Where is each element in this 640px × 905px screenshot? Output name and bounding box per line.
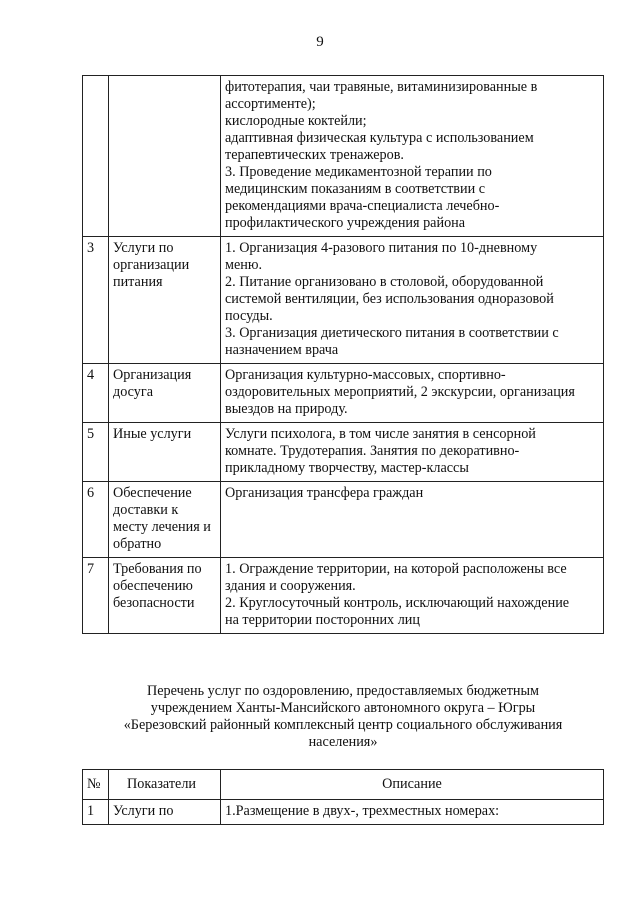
heading-line: учреждением Ханты-Мансийского автономного округа – Югры	[150, 700, 536, 716]
row-number: 7	[83, 558, 109, 634]
row-label	[109, 237, 221, 364]
row-label-line: обратно	[113, 536, 162, 552]
row-description-line: на территории посторонних лиц	[225, 612, 420, 628]
row-label-line: организации	[113, 257, 190, 273]
table-header-row	[83, 770, 604, 800]
row-description-line: Организация трансфера граждан	[225, 485, 424, 501]
row-label-line: Требования по	[113, 561, 202, 577]
table-row	[83, 237, 604, 364]
row-description-line: посуды.	[225, 308, 273, 324]
row-label	[109, 76, 221, 237]
row-description-line: терапевтических тренажеров.	[225, 147, 404, 163]
heading-line: Перечень услуг по оздоровлению, предоставляемых бюджетным	[146, 683, 540, 699]
row-description	[221, 423, 604, 482]
row-label-line: Обеспечение	[113, 485, 192, 501]
heading-line: «Березовский районный комплексный центр социального обслуживания	[123, 717, 563, 733]
table-row	[83, 76, 604, 237]
table-row	[83, 423, 604, 482]
row-number: 4	[83, 364, 109, 423]
row-description	[221, 237, 604, 364]
row-description-line: профилактического учреждения района	[225, 215, 466, 231]
row-number: 5	[83, 423, 109, 482]
row-number: 3	[83, 237, 109, 364]
row-description-line: 2. Питание организовано в столовой, оборудованной	[225, 274, 544, 290]
row-description	[221, 558, 604, 634]
services-table-body	[83, 76, 604, 634]
row-description: 1.Размещение в двух-, трехместных номерах:	[221, 800, 604, 825]
row-description-line: кислородные коктейли;	[225, 113, 367, 129]
row-number: 1	[83, 800, 109, 825]
row-label	[109, 482, 221, 558]
row-label	[109, 364, 221, 423]
row-description-line: 1. Ограждение территории, на которой расположены все	[225, 561, 567, 577]
table-row	[83, 800, 604, 825]
section-heading	[82, 683, 604, 751]
table-row	[83, 558, 604, 634]
row-description-line: оздоровительных мероприятий, 2 экскурсии, организация	[225, 384, 575, 400]
row-description-line: 1. Организация 4-разового питания по 10-дневному	[225, 240, 538, 256]
row-description-line: ассортименте);	[225, 96, 316, 112]
health-services-table	[82, 769, 604, 825]
row-description	[221, 482, 604, 558]
row-label	[109, 558, 221, 634]
row-description-line: назначением врача	[225, 342, 339, 358]
row-description-line: меню.	[225, 257, 263, 273]
row-description-line: здания и сооружения.	[225, 578, 356, 594]
page-number: 9	[316, 34, 324, 50]
row-description-line: системой вентиляции, без использования одноразовой	[225, 291, 554, 307]
table-row	[83, 482, 604, 558]
row-number: 6	[83, 482, 109, 558]
row-label-line: месту лечения и	[113, 519, 211, 535]
row-number	[83, 76, 109, 237]
row-description-line: прикладному творчеству, мастер-классы	[225, 460, 469, 476]
row-label-line: питания	[113, 274, 163, 290]
row-description	[221, 76, 604, 237]
row-description-line: комнате. Трудотерапия. Занятия по декоративно-	[225, 443, 520, 459]
table-row	[83, 364, 604, 423]
row-description	[221, 364, 604, 423]
services-table	[82, 75, 604, 634]
row-label-line: доставки к	[113, 502, 179, 518]
row-label-line: Услуги по	[113, 240, 174, 256]
row-label-line: Иные услуги	[113, 426, 192, 442]
row-description-line: 3. Организация диетического питания в соответствии с	[225, 325, 559, 341]
row-description-line: 3. Проведение медикаментозной терапии по	[225, 164, 492, 180]
header-indicators: Показатели	[109, 770, 221, 800]
row-label-line: безопасности	[113, 595, 195, 611]
row-label-line: обеспечению	[113, 578, 193, 594]
row-description-line: фитотерапия, чаи травяные, витаминизированные в	[225, 79, 538, 95]
row-description-line: Услуги психолога, в том числе занятия в сенсорной	[225, 426, 536, 442]
row-label-line: Организация	[113, 367, 192, 383]
row-description-line: 2. Круглосуточный контроль, исключающий нахождение	[225, 595, 570, 611]
row-label-line: досуга	[113, 384, 153, 400]
row-label	[109, 423, 221, 482]
row-description-line: адаптивная физическая культура с использованием	[225, 130, 534, 146]
row-description-line: медицинским показаниям в соответствии с	[225, 181, 486, 197]
row-description-line: Организация культурно-массовых, спортивно-	[225, 367, 506, 383]
row-description-line: выездов на природу.	[225, 401, 348, 417]
header-description: Описание	[221, 770, 604, 800]
heading-line: населения»	[308, 734, 378, 750]
row-description-line: рекомендациями врача-специалиста лечебно-	[225, 198, 500, 214]
header-number: №	[83, 770, 109, 800]
row-label: Услуги по	[109, 800, 221, 825]
